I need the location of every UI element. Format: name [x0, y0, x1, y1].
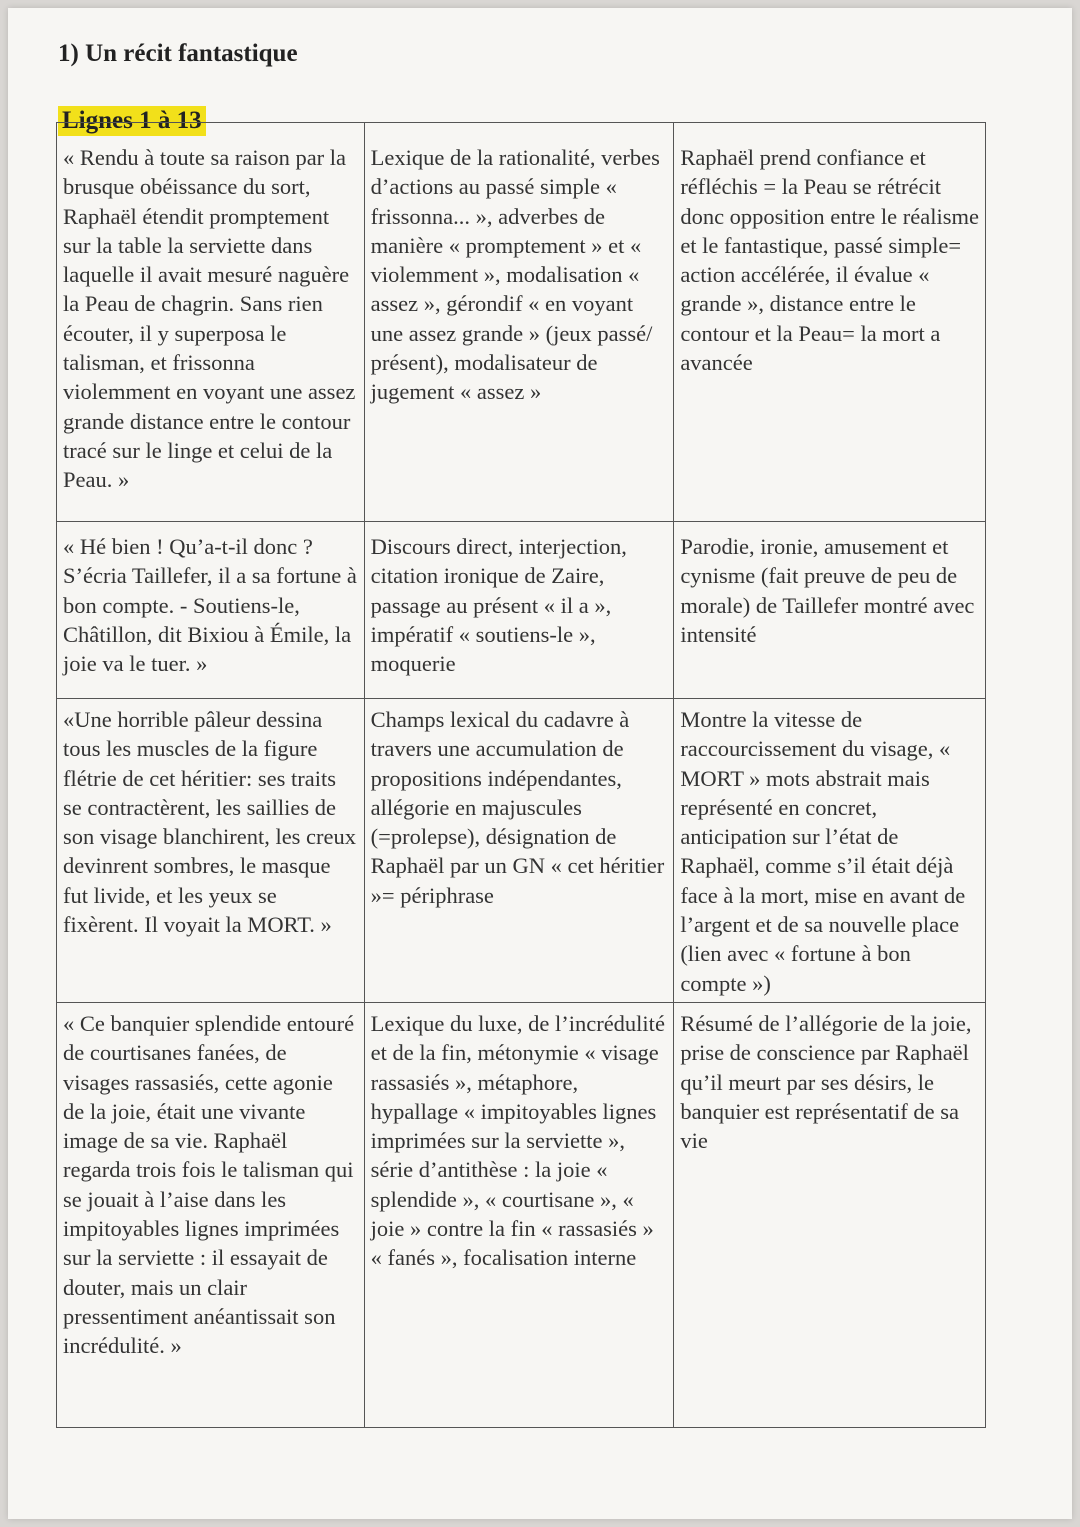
lines-label: Lignes 1 à 13: [58, 106, 206, 136]
table-row: [57, 123, 986, 522]
table-row: [57, 522, 986, 699]
table-row: [57, 1002, 986, 1427]
analysis-table: [56, 122, 986, 1428]
procedes-cell: Champs lexical du cadavre à travers une accumulation de propositions indépendantes, allégorie en majuscules (=prolepse), désignation de Raphaël par un GN « cet héritier »= périphrase: [364, 699, 674, 1003]
procedes-cell: Discours direct, interjection, citation ironique de Zaire, passage au présent « il a », impératif « soutiens-le », moquerie: [364, 522, 674, 699]
procedes-cell: Lexique du luxe, de l’incrédulité et de la fin, métonymie « visage rassasiés », métaphore, hypallage « impitoyables lignes imprimées sur la serviette », série d’antithèse : la joie « splendide », « courtisane », « joie » contre la fin « rassasiés » « fanés », focalisation interne: [364, 1002, 674, 1427]
quote-cell: « Hé bien ! Qu’a-t-il donc ? S’écria Taillefer, il a sa fortune à bon compte. - Soutiens-le, Châtillon, dit Bixiou à Émile, la joie va le tuer. »: [57, 522, 365, 699]
quote-cell: « Ce banquier splendide entouré de courtisanes fanées, de visages rassasiés, cette agonie de la joie, était une vivante image de sa vie. Raphaël regarda trois fois le talisman qui se jouait à l’aise dans les impitoyables lignes imprimées sur la serviette : il essayait de douter, mais un clair pressentiment anéantissait son incrédulité. »: [57, 1002, 365, 1427]
quote-cell: «Une horrible pâleur dessina tous les muscles de la figure flétrie de cet héritier: ses traits se contractèrent, les saillies de son visage blanchirent, les creux devinrent sombres, le masque fut livide, et les yeux se fixèrent. Il voyait la MORT. »: [57, 699, 365, 1003]
interpretation-cell: Résumé de l’allégorie de la joie, prise de conscience par Raphaël qu’il meurt par ses désirs, le banquier est représentatif de sa vie: [674, 1002, 986, 1427]
quote-cell: « Rendu à toute sa raison par la brusque obéissance du sort, Raphaël étendit promptement sur la table la serviette dans laquelle il avait mesuré naguère la Peau de chagrin. Sans rien écouter, il y superposa le talisman, et frissonna violemment en voyant une assez grande distance entre le contour tracé sur le linge et celui de la Peau. »: [57, 123, 365, 522]
table-row: [57, 699, 986, 1003]
interpretation-cell: Raphaël prend confiance et réfléchis = la Peau se rétrécit donc opposition entre le réalisme et le fantastique, passé simple= action accélérée, il évalue « grande », distance entre le contour et la Peau= la mort a avancée: [674, 123, 986, 522]
interpretation-cell: Parodie, ironie, amusement et cynisme (fait preuve de peu de morale) de Taillefer montré avec intensité: [674, 522, 986, 699]
interpretation-cell: Montre la vitesse de raccourcissement du visage, « MORT » mots abstrait mais représenté en concret, anticipation sur l’état de Raphaël, comme s’il était déjà face à la mort, mise en avant de l’argent et de sa nouvelle place (lien avec « fortune à bon compte »): [674, 699, 986, 1003]
section-title: 1) Un récit fantastique: [58, 40, 298, 67]
procedes-cell: Lexique de la rationalité, verbes d’actions au passé simple « frissonna... », adverbes de manière « promptement » et « violemment », modalisation « assez », gérondif « en voyant une assez grande » (jeux passé/ présent), modalisateur de jugement « assez »: [364, 123, 674, 522]
